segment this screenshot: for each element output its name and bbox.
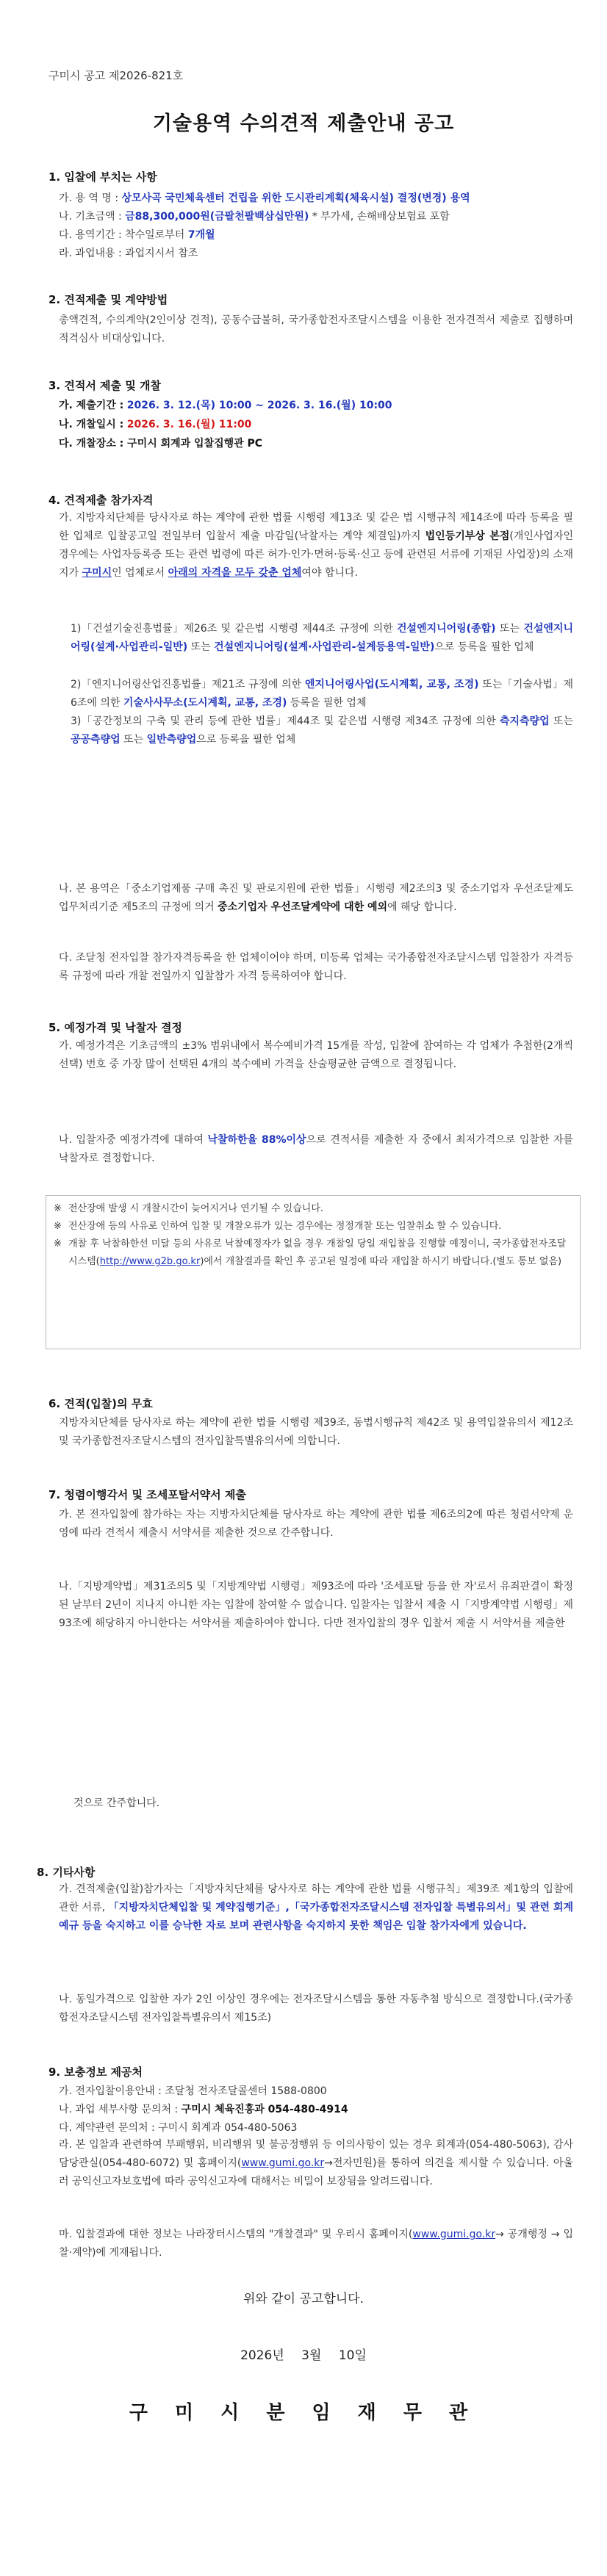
s4-all-qualifications: 아래의 자격을 모두 갖춘 업체	[168, 567, 302, 579]
s5-award-tail: 으로 견적서를 제출한 자 중에서 최저가격으로 입찰한 자를 낙찰자로 결정합니다.	[59, 1134, 573, 1164]
s4-sme-exception-bold: 중소기업자 우선조달계약에 대한 예외	[218, 901, 388, 913]
s9-contract-inquiry: 다. 계약관련 문의처 : 구미시 회계과 054-480-5063	[59, 2122, 298, 2134]
s3-opening-datetime	[59, 417, 251, 432]
s4-item-3-or-1: 또는	[553, 715, 574, 727]
s9-ra-text: 라. 본 입찰과 관련하여 부패행위, 비리행위 및 불공정행위 등 이의사항이 있는 경우 회계과(054-480-5063), 감사담당관실(054-480-6072) 및 홈페이지(	[59, 2139, 573, 2169]
closing-text: 위와 같이 공고합니다.	[243, 2292, 364, 2306]
s3-submission-period	[59, 398, 392, 413]
s9-ra-tail: →전자민원)를 통하여 의견을 제시할 수 있습니다. 아울러 공익신고자보호법에 따라 공익신고자에 대해서는 비밀이 보장됨을 알려드립니다.	[59, 2157, 573, 2187]
section-9-heading: 9. 보충정보 제공처	[49, 2066, 143, 2079]
s5-note-2-text: 전산장애 등의 사유로 인하여 입찰 및 개찰오류가 있는 경우에는 정정개찰 또는 입찰취소 할 수 있습니다.	[68, 1221, 502, 1232]
gumi-homepage-link-2[interactable]: www.gumi.go.kr	[412, 2229, 496, 2240]
s7-integrity-pledge: 가. 본 전자입찰에 참가하는 자는 지방자치단체를 당사자로 하는 계약에 관한 법률 제6조의2에 따른 청렴서약제 운영에 따라 견적서 제출시 서약서를 제출한 것으로 간주합니다.	[59, 1509, 573, 1539]
s9-task-inquiry-label: 나. 과업 세부사항 문의처 :	[59, 2104, 179, 2115]
section-6-heading: 6. 견적(입찰)의 무효	[49, 1397, 153, 1410]
section-1-heading: 1. 입찰에 부치는 사항	[49, 170, 157, 184]
s3-opening-place: 다. 개찰장소 : 구미시 회계과 입찰집행관 PC	[59, 438, 263, 450]
s6-text: 지방자치단체를 당사자로 하는 계약에 관한 법률 시행령 제39조, 동법시행규칙 제42조 및 용역입찰유의서 제12조 및 국가종합전자조달시스템의 전자입찰특별유의서에 의합니다.	[59, 1417, 573, 1447]
section-5-heading: 5. 예정가격 및 낙찰자 결정	[49, 1021, 182, 1034]
s4-item-2-text: 2)「엔지니어링산업진흥법률」제21조 규정에 의한	[71, 679, 302, 690]
s1-service-period	[59, 228, 215, 242]
s9-ma-text: 마. 입찰결과에 대한 정보는 나라장터시스템의 "개찰결과" 및 우리시 홈페이지(	[59, 2229, 413, 2240]
s4-item-1-text: 1)「건설기술진흥법률」제26조 및 같은법 시행령 제44조 규정에 의한	[71, 623, 393, 635]
s5-lower-limit-rate: 낙찰하한율 88%이상	[207, 1134, 306, 1146]
s5-estimated-price: 가. 예정가격은 기초금액의 ±3% 범위내에서 복수예비가격 15개를 작성, 입찰에 참여하는 각 업체가 추첨한(2개씩 선택) 번호 중 가장 많이 선택된 4개의 복수예비 가격을 산술평균한 금액으로 결정됩니다.	[59, 1040, 573, 1070]
s1-task-content: 라. 과업내용 : 과업지시서 참조	[59, 248, 198, 259]
s1-base-amount-value: 금88,300,000원(금팔천팔백삼십만원)	[125, 211, 309, 223]
s5-notice-box	[46, 1195, 581, 1349]
section-4-heading: 4. 견적제출 참가자격	[49, 494, 154, 507]
s4-item-3-tail: 으로 등록을 필한 업체	[196, 734, 296, 746]
s9-corruption-report	[59, 2136, 573, 2191]
s9-result-info	[59, 2226, 573, 2262]
s5-note-3-tail: )에서 개찰결과를 확인 후 공고된 일정에 따라 재입찰 하시기 바랍니다.(별도 통보 없음)	[200, 1256, 562, 1267]
s2-text: 총액견적, 수의계약(2인이상 견적), 공동수급불허, 국가종합전자조달시스템을 이용한 전자견적서 제출로 집행하며 적격심사 비대상입니다.	[59, 314, 573, 344]
s8-tie-rule: 나. 동일가격으로 입찰한 자가 2인 이상인 경우에는 전자조달시스템을 통한 자동추첨 방식으로 결정합니다.(국가종합전자조달시스템 전자입찰특별유의서 제15조)	[59, 1994, 573, 2024]
s5-award-decision	[59, 1131, 573, 1168]
s4-item-3-license-2: 공공측량업	[71, 734, 121, 746]
s4-qualification-main	[59, 509, 573, 582]
s4-item-1-or-2: 또는	[190, 641, 211, 653]
s9-task-inquiry-value: 구미시 체육진흥과 054-480-4914	[181, 2104, 348, 2115]
s4-item-2-license-1: 엔지니어링사업(도시계획, 교통, 조경)	[304, 679, 479, 690]
s1-base-amount-note: * 부가세, 손해배상보험료 포함	[312, 211, 450, 223]
s4-item-2-or: 또는「기술사법」제6조에 의한	[71, 679, 574, 709]
s4-item-1-or-1: 또는	[499, 623, 520, 635]
s4-item-3-text: 3)「공간정보의 구축 및 관리 등에 관한 법률」제44조 및 같은법 시행령 제34조 규정에 의한	[71, 715, 496, 727]
note-mark-2: ※	[54, 1221, 62, 1232]
s3-opening-datetime-value: 2026. 3. 16.(월) 11:00	[126, 419, 252, 430]
s3-submission-period-label: 가. 제출기간 :	[59, 400, 124, 411]
s4-item-1	[71, 620, 573, 657]
s5-note-1	[54, 1200, 572, 1218]
s4-item-1-license-1: 건설엔지니어링(종합)	[397, 623, 496, 635]
s4-ga-text-3: 인 업체로서	[112, 567, 165, 579]
s1-service-period-label: 다. 용역기간 : 착수일로부터	[59, 229, 185, 241]
s4-sme-tail: 에 해당 합니다.	[387, 901, 457, 913]
s1-service-name-label: 가. 용 역 명 :	[59, 192, 119, 204]
s8-ga-bold: 「지방자치단체입찰 및 계약집행기준」,「국가종합전자조달시스템 전자입찰 특별유의서」및 관련 회계예규 등을 숙지하고 이를 승낙한 자로 보며 관련사항을 숙지하지 못한 책임은 입찰 참가자에게 있습니다.	[59, 1902, 574, 1932]
s9-e-bid-guide: 가. 전자입찰이용안내 : 조달청 전자조달콜센터 1588-0800	[59, 2085, 327, 2097]
s9-ma-tail: → 공개행정 → 입찰·계약)에 게재됩니다.	[59, 2229, 573, 2259]
s4-item-3-license-3: 일반측량업	[146, 734, 197, 746]
note-mark-1: ※	[54, 1203, 62, 1214]
s4-item-1-tail: 으로 등록을 필한 업체	[434, 641, 534, 653]
s4-ga-text-2: (개인사업자인 경우에는 사업자등록증 또는 관련 법령에 따른 허가·인가·면허·등록·신고 등에 관련된 서류에 기재된 사업장)의 소재지가	[59, 530, 573, 579]
section-3-heading: 3. 견적서 제출 및 개찰	[49, 379, 161, 392]
s7-tax-evasion-cont: 것으로 간주합니다.	[73, 1797, 160, 1809]
notice-date: 2026년 3월 10일	[240, 2348, 367, 2363]
s4-item-1-license-3: 건설엔지니어링(설계·사업관리-설계등용역-일반)	[214, 641, 435, 653]
s5-note-2	[54, 1218, 572, 1235]
s9-task-inquiry	[59, 2102, 348, 2117]
s1-base-amount	[59, 209, 450, 224]
s1-service-period-value: 7개월	[187, 229, 215, 241]
s4-item-3-or-2: 또는	[123, 734, 144, 746]
s4-item-3-license-1: 측지측량업	[499, 715, 550, 727]
section-8-heading: 8. 기타사항	[37, 1866, 96, 1879]
s4-gumi-city: 구미시	[82, 567, 112, 579]
s8-ga-text: 가. 견적제출(입찰)참가자는「지방자치단체를 당사자로 하는 계약에 관한 법률 시행규칙」제39조 제1항의 입찰에 관한 서류,	[59, 1883, 573, 1913]
s4-item-2	[71, 676, 573, 712]
s4-item-3	[71, 712, 573, 749]
s4-ga-text-1: 가. 지방자치단체를 당사자로 하는 계약에 관한 법률 시행령 제13조 및 같은 법 시행규칙 제14조에 따라 등록을 필한 업체로 입찰공고일 전일부터 입찰서 제출 마감일(낙찰자는 계약 체결일)까지	[59, 512, 573, 542]
s4-item-2-license-2: 기술사사무소(도시계획, 교통, 조경)	[123, 697, 287, 709]
section-2-heading: 2. 견적제출 및 계약방법	[49, 293, 168, 306]
section-7-heading: 7. 청렴이행각서 및 조세포탈서약서 제출	[49, 1488, 246, 1501]
s5-note-3	[54, 1235, 572, 1271]
s1-base-amount-label: 나. 기초금액 :	[59, 211, 122, 223]
s5-note-3-text: 개찰 후 낙찰하한선 미달 등의 사유로 낙찰예정자가 없을 경우 개찰일 당일 재입찰을 진행할 예정이니, 국가종합전자조달시스템(	[68, 1238, 567, 1267]
s4-item-2-tail: 등록을 필한 업체	[290, 697, 367, 709]
s4-sme-text: 나. 본 용역은「중소기업제품 구매 촉진 및 판로지원에 관한 법률」시행령 제2조의3 및 중소기업자 우선조달제도 업무처리기준 제5조의 규정에 의거	[59, 883, 573, 913]
note-mark-3: ※	[54, 1238, 62, 1249]
issuer-name: 구 미 시 분 임 재 무 관	[129, 2402, 478, 2424]
s3-submission-period-value: 2026. 3. 12.(목) 10:00 ~ 2026. 3. 16.(월) 10:00	[126, 400, 392, 411]
s3-opening-datetime-label: 나. 개찰일시 :	[59, 419, 124, 430]
s7-tax-evasion-pledge: 나.「지방계약법」제31조의5 및「지방계약법 시행령」제93조에 따라 '조세포탈 등을 한 자'로서 유죄판결이 확정된 날부터 2년이 지나지 아니한 자는 입찰에 참여할 수 없습니다. 입찰자는 입찰서 제출 시「지방계약법 시행령」제93조에 해당하지 아니한다는 서약서를 제출하여야 합니다. 다만 전자입찰의 경우 입찰서 제출 시 서약서를 제출한	[59, 1581, 573, 1629]
g2b-link[interactable]: http://www.g2b.go.kr	[99, 1256, 201, 1267]
s4-sme-exception	[59, 880, 573, 917]
gumi-homepage-link-1[interactable]: www.gumi.go.kr	[241, 2157, 325, 2169]
s1-service-name	[59, 191, 470, 206]
s5-award-text: 나. 입찰자중 예정가격에 대하여	[59, 1134, 204, 1146]
s1-service-name-value: 상모사곡 국민체육센터 건립을 위한 도시관리계획(체육시설) 결정(변경) 용역	[121, 192, 470, 204]
page-title: 기술용역 수의견적 제출안내 공고	[152, 112, 455, 135]
s4-ga-text-4: 여야 합니다.	[301, 567, 358, 579]
s4-head-office: 법인등기부상 본점	[425, 530, 510, 542]
notice-number: 구미시 공고 제2026-821호	[49, 69, 184, 82]
s4-item-1-license-2: 건설엔지니어링(설계·사업관리-일반)	[71, 623, 573, 653]
s5-note-1-text: 전산장애 발생 시 개찰시간이 늦어지거나 연기될 수 있습니다.	[68, 1203, 324, 1214]
s8-participant-notice	[59, 1880, 573, 1935]
s4-registration: 다. 조달청 전자입찰 참가자격등록을 한 업체이어야 하며, 미등록 업체는 국가종합전자조달시스템 입찰참가 자격등록 규정에 따라 개찰 전일까지 입찰참가 자격 등록하여야 합니다.	[59, 952, 573, 982]
